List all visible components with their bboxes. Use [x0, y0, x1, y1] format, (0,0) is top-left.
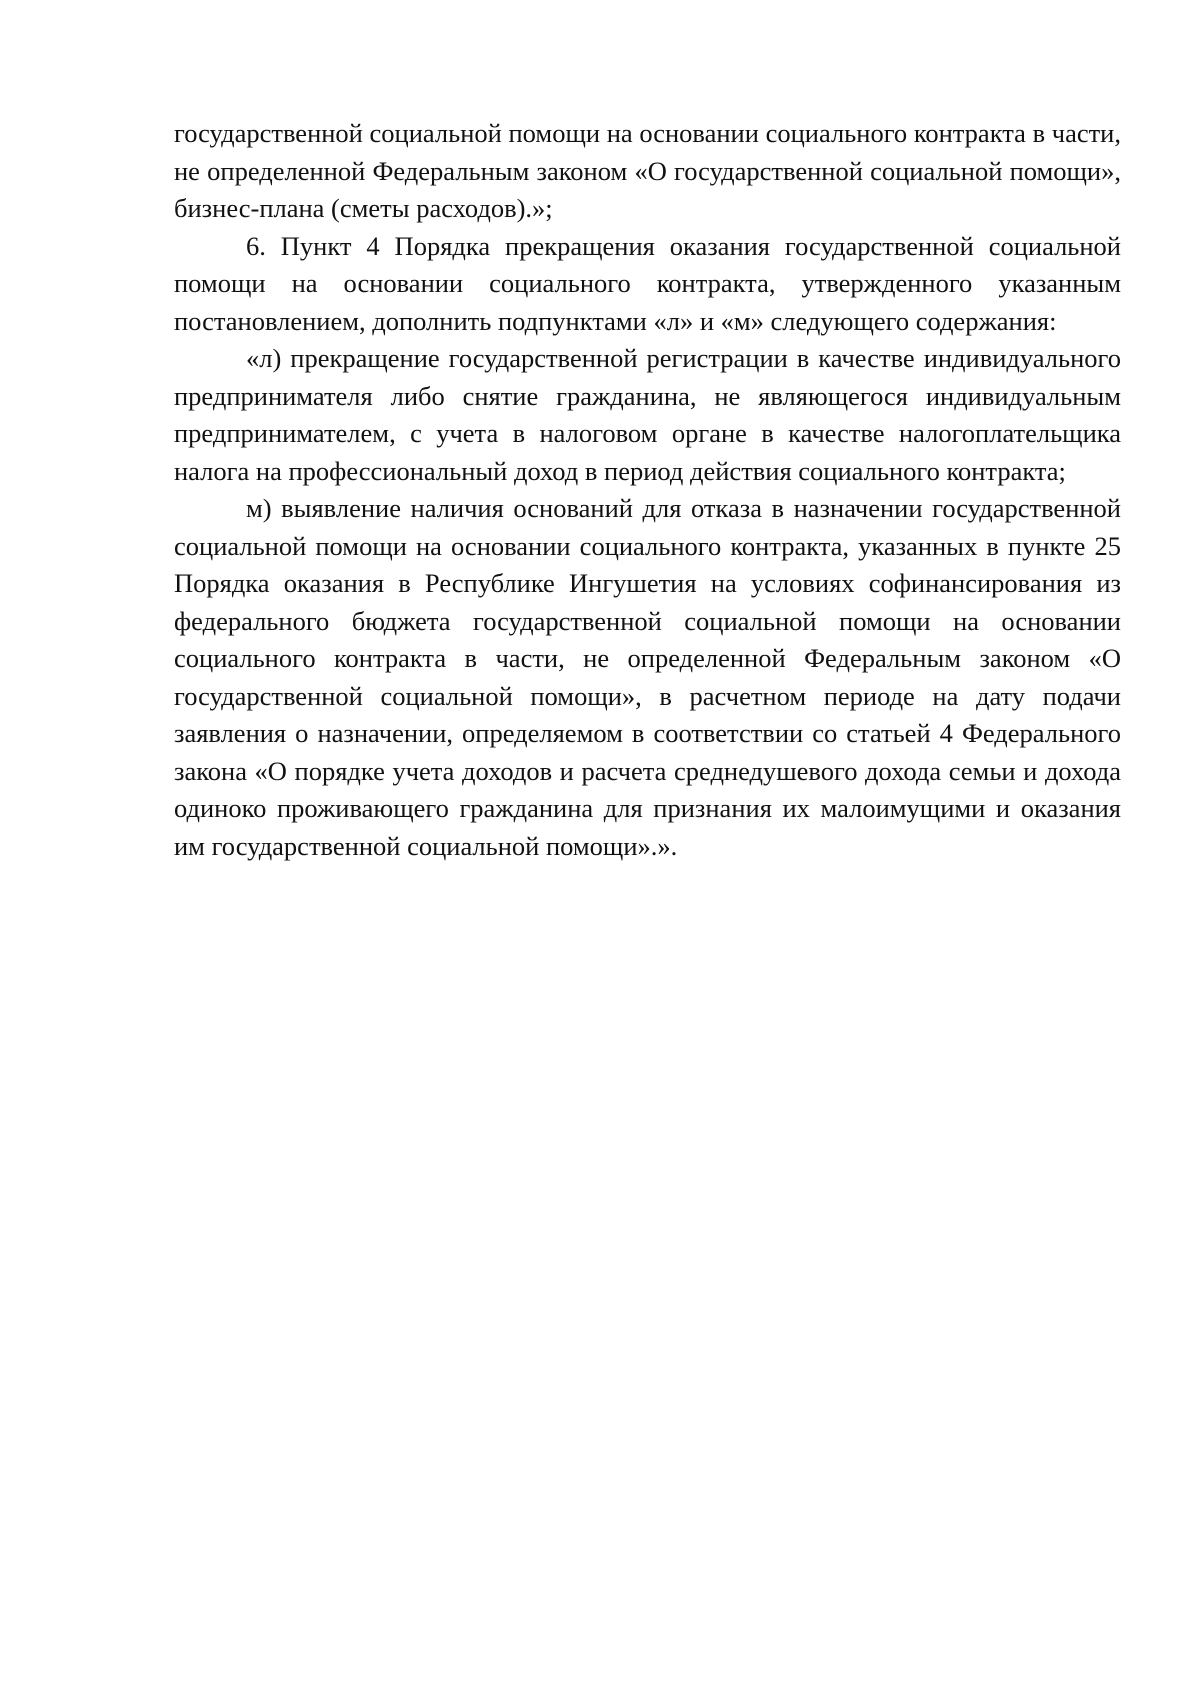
- paragraph-subitem-l: «л) прекращение государственной регистрации в качестве индивидуального предпринимателя либо снятие гражданина, не являющегося индивидуальным предпринимателем, с учета в налоговом органе в качестве налогоплательщика налога на профессиональный доход в период действия социального контракта;: [174, 343, 1121, 486]
- paragraph-subitem-m: м) выявление наличия оснований для отказа в назначении государственной социальной помощи на основании социального контракта, указанных в пункте 25 Порядка оказания в Республике Ингушетия на условиях софинансирования из федерального бюджета государственной социальной помощи на основании социального контракта в части, не определенной Федеральным законом «О государственной социальной помощи», в расчетном периоде на дату подачи заявления о назначении, определяемом в соответствии со статьей 4 Федерального закона «О порядке учета доходов и расчета среднедушевого дохода семьи и дохода одиноко проживающего гражданина для признания их малоимущими и оказания им государственной социальной помощи».».: [174, 493, 1121, 861]
- document-body: [174, 115, 1121, 865]
- paragraph-item-6: 6. Пункт 4 Порядка прекращения оказания государственной социальной помощи на основании социального контракта, утвержденного указанным постановлением, дополнить подпунктами «л» и «м» следующего содержания:: [174, 230, 1121, 336]
- paragraph-continuation: государственной социальной помощи на основании социального контракта в части, не определенной Федеральным законом «О государственной социальной помощи», бизнес-плана (сметы расходов).»;: [174, 118, 1121, 223]
